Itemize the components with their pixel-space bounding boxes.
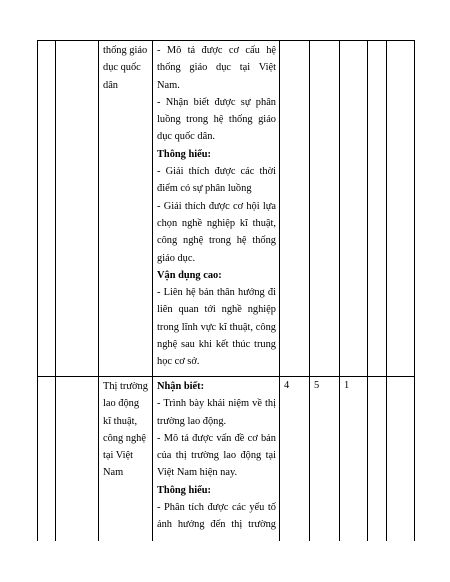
- count-cell-application: 1: [340, 377, 368, 542]
- topic-line: công nghệ: [103, 432, 146, 444]
- requirement-line: giáo dục.: [157, 252, 196, 264]
- requirement-line: điểm có sự phân luồng: [157, 183, 252, 195]
- topic-line: Nam: [103, 467, 124, 479]
- topic-line: dân: [103, 79, 119, 91]
- requirement-line: Việt Nam hiện nay.: [157, 467, 238, 479]
- requirement-line: - Mô tả được cơ cấu hệ: [157, 45, 276, 56]
- stt-cell: [38, 377, 56, 542]
- count-cell-application: [340, 41, 368, 377]
- topic-line: Thị trường: [103, 381, 148, 392]
- requirement-line: thống giáo dục tại Việt: [157, 62, 276, 74]
- count-cell-recognition: [280, 41, 310, 377]
- requirement-line: - Trình bày khái niệm về thị: [157, 398, 276, 410]
- requirements-cell: [153, 41, 280, 377]
- requirement-line: chọn nghề nghiệp kĩ thuật,: [157, 217, 276, 229]
- requirement-line: dục quốc dân.: [157, 131, 215, 143]
- requirement-line: trong lĩnh vực kĩ thuật, công: [157, 321, 276, 333]
- topic-line: lao động: [103, 398, 140, 410]
- requirement-line: - Liên hệ bản thân hướng đi: [157, 287, 276, 299]
- requirement-line: - Nhận biết được sự phân: [157, 96, 276, 108]
- requirement-line: công nghệ trong hệ thống: [157, 235, 276, 247]
- table-row: [38, 377, 415, 542]
- topic-line: tại Việt: [103, 450, 134, 462]
- topic-line: thống giáo: [103, 45, 148, 56]
- table-row: [38, 41, 415, 377]
- requirement-line: ảnh hưởng đến thị trường: [157, 519, 276, 531]
- count-cell-understanding: [310, 41, 340, 377]
- level-heading: Vận dụng cao:: [157, 269, 222, 281]
- topic-cell: [99, 41, 153, 377]
- level-heading: Nhận biết:: [157, 381, 205, 392]
- requirement-line: nghệ sau khi kết thúc trung: [157, 339, 276, 351]
- requirements-cell: [153, 377, 280, 542]
- count-cell-recognition: 4: [280, 377, 310, 542]
- requirement-line: luồng trong hệ thống giáo: [157, 114, 276, 126]
- requirement-line: học cơ sở.: [157, 356, 200, 368]
- count-cell-high-application: [368, 41, 387, 377]
- requirement-line: liên quan tới nghề nghiệp: [157, 304, 276, 316]
- content-cell: [56, 41, 99, 377]
- count-cell-high-application: [368, 377, 387, 542]
- count-cell-understanding: 5: [310, 377, 340, 542]
- requirement-line: - Giải thích được các thời: [157, 166, 276, 178]
- requirement-line: - Phân tích được các yếu tố: [157, 502, 276, 514]
- specification-table: [37, 40, 415, 541]
- content-cell: [56, 377, 99, 542]
- requirement-line: - Mô tả được vấn đề cơ bản: [157, 432, 276, 444]
- topic-line: kĩ thuật,: [103, 415, 138, 427]
- requirement-line: trường lao động.: [157, 415, 227, 427]
- requirement-line: - Giải thích được cơ hội lựa: [157, 200, 276, 212]
- stt-cell: [38, 41, 56, 377]
- requirement-line: của thị trường lao động tại: [157, 450, 276, 462]
- level-heading: Thông hiểu:: [157, 484, 211, 496]
- level-heading: Thông hiểu:: [157, 148, 211, 160]
- total-cell: [387, 41, 415, 377]
- total-cell: [387, 377, 415, 542]
- requirement-line: Nam.: [157, 79, 180, 91]
- topic-cell: [99, 377, 153, 542]
- topic-line: dục quốc: [103, 62, 141, 74]
